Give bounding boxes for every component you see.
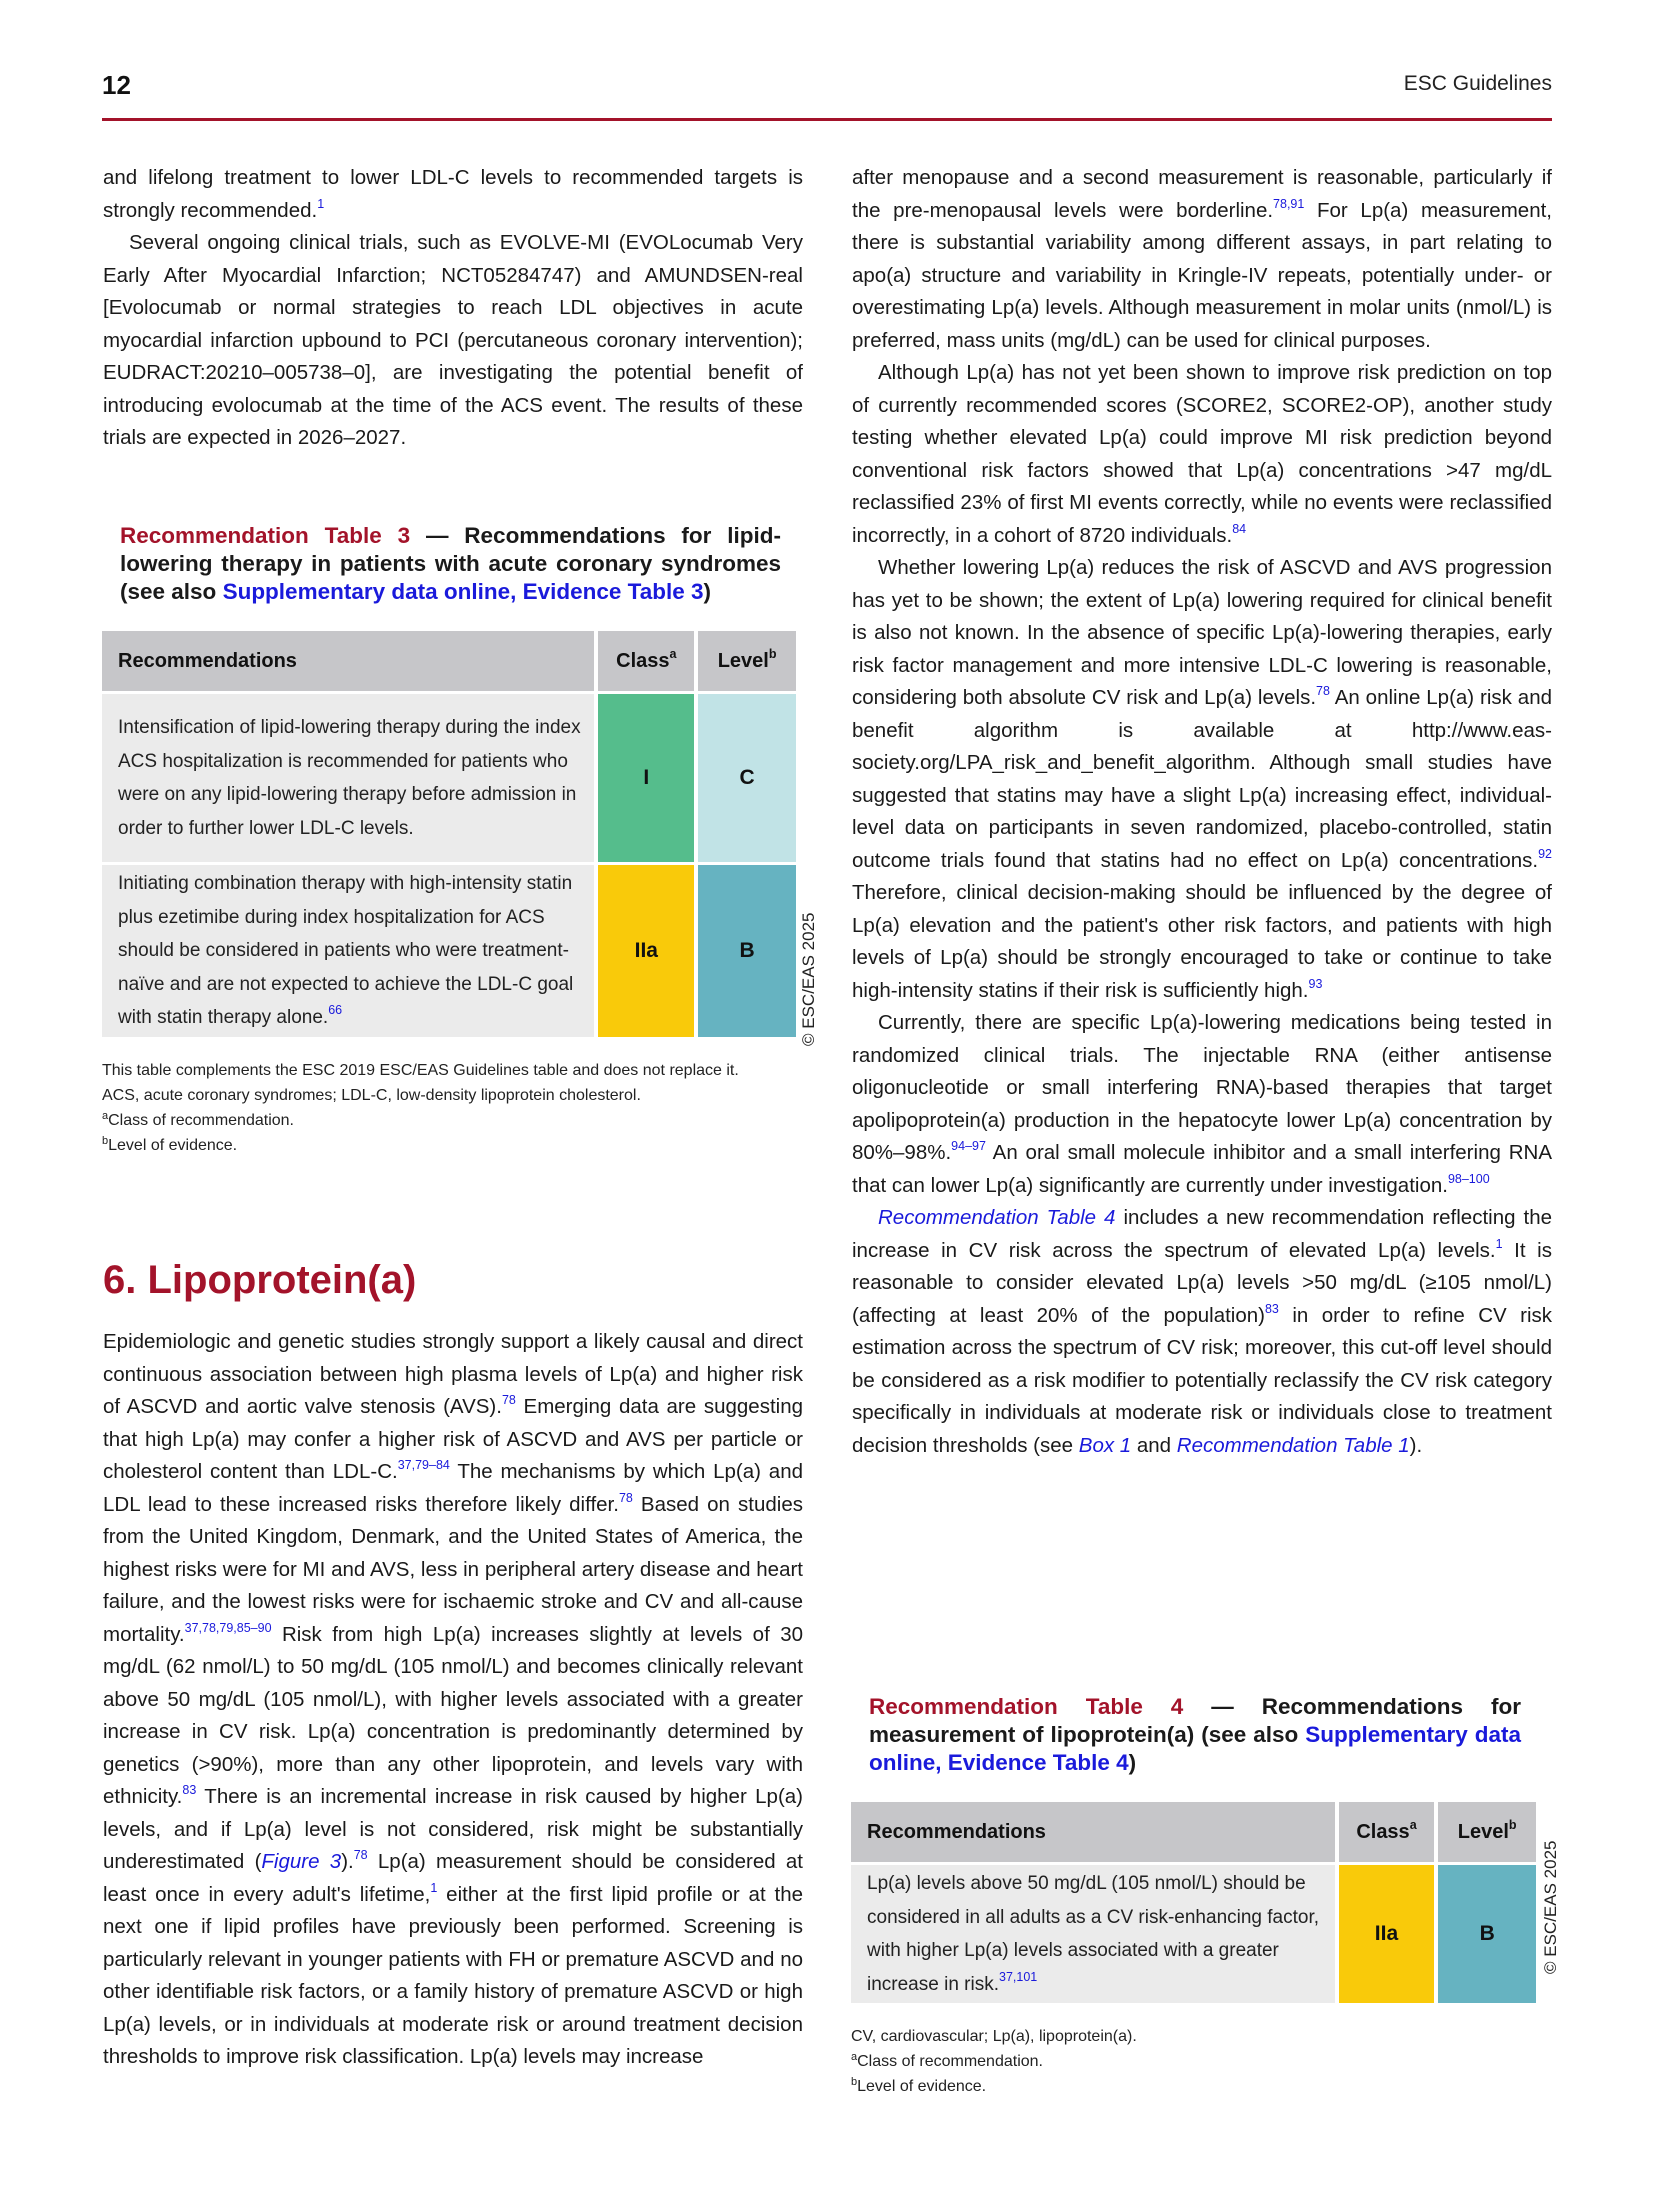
supplementary-link[interactable]: Supplementary data online, Evidence Table 4 [869, 1722, 1521, 1775]
recommendation-table [847, 1799, 1540, 2006]
recommendation-table-4 [851, 1693, 1536, 2099]
section-6-body [103, 1326, 803, 2074]
box-1-link[interactable]: Box 1 [1078, 1433, 1132, 1457]
column-header-class: Class$^a$ [1339, 1802, 1435, 1862]
copyright-label: © ESC/EAS 2025 [1541, 1840, 1560, 1974]
level-badge: B [698, 865, 796, 1037]
citation-link[interactable]: 37,78,79,85–90 [184, 1620, 272, 1635]
class-badge: IIa [598, 865, 694, 1037]
citation-link[interactable]: 98–100 [1447, 1171, 1490, 1186]
table-footnotes: This table complements the ESC 2019 ESC/EAS Guidelines table and does not replace it. ACS, acute coronary syndromes; LDL-C, low-density lipoprotein cholesterol. $^a$Class of recommendation. $^b$Level of evidence. [102, 1061, 739, 1154]
citation-link[interactable]: 1 [1495, 1236, 1503, 1251]
citation-link[interactable]: 37,79–84 [397, 1458, 450, 1472]
paragraph: Whether lowering Lp(a) reduces the risk of ASCVD and AVS progression has yet to be shown; the extent of Lp(a) lowering required for clinical benefit is also not known. In the absence of specific Lp(a)-lowering therapies, early risk factor management and more intensive LDL-C lowering is reasonable, considering both absolute CV risk and Lp(a) levels.$^{78}$ An online Lp(a) risk and benefit algorithm is available at http://www.eas-society.org/LPA_risk_and_benefit_algorithm. Although small studies have suggested that statins may have a slight Lp(a) increasing effect, individual-level data on participants in seven randomized, placebo-controlled, statin outcome trials found that statins had no effect on Lp(a) concentrations.$^{92}$ Therefore, clinical decision-making should be influenced by the degree of Lp(a) elevation and the patient's other risk factors, and patients with high levels of Lp(a) should be strongly encouraged to take or continue to take high-intensity statins if their risk is sufficiently high.$^{93}$ [852, 556, 1552, 1002]
citation-link[interactable]: 93 [1308, 976, 1323, 991]
recommendation-table-3 [102, 522, 796, 1158]
citation-link[interactable]: 84 [1232, 521, 1247, 536]
table-label: Recommendation Table 4 [869, 1694, 1184, 1719]
left-column [103, 162, 803, 455]
supplementary-link[interactable]: Supplementary data online, Evidence Table 3 [222, 579, 704, 604]
citation-link[interactable]: 78,91 [1273, 196, 1305, 211]
recommendation-text: Lp(a) levels above 50 mg/dL (105 nmol/L) should be considered in all adults as a CV risk-enhancing factor, with higher Lp(a) levels associated with a greater increase in risk.$^{37,101}$ [851, 1865, 1335, 2003]
page-number: 12 [102, 70, 131, 100]
column-header-recommendations: Recommendations [851, 1802, 1335, 1862]
paragraph: Recommendation Table 4 includes a new recommendation reflecting the increase in CV risk across the spectrum of elevated Lp(a) levels.$^1$ It is reasonable to consider elevated Lp(a) levels >50 mg/dL (≥105 nmol/L) (affecting at least 20% of the population)$^{83}$ in order to refine CV risk estimation across the spectrum of CV risk; moreover, this cut-off level should be considered as a risk modifier to potentially reclassify the CV risk category specifically in individuals at moderate risk or individuals close to treatment decision thresholds (see Box 1 and Recommendation Table 1). [852, 1206, 1552, 1457]
table-row [851, 1865, 1536, 2003]
paragraph: Epidemiologic and genetic studies strongly support a likely causal and direct continuous association between high plasma levels of Lp(a) and higher risk of ASCVD and aortic valve stenosis (AVS).$^{78}$ Emerging data are suggesting that high Lp(a) may confer a higher risk of ASCVD and AVS per particle or cholesterol content than LDL-C.$^{37,79-84}$ The mechanisms by which Lp(a) and LDL lead to these increased risks therefore likely differ.$^{78}$ Based on studies from the United Kingdom, Denmark, and the United States of America, the highest risks were for MI and AVS, less in peripheral artery disease and heart failure, and the lowest risks were for ischaemic stroke and CV and all-cause mortality.$^{37,78,79,85-90}$ Risk from high Lp(a) increases slightly at levels of 30 mg/dL (62 nmol/L) to 50 mg/dL (105 nmol/L) and becomes clinically relevant above 50 mg/dL (105 nmol/L), with higher levels associated with a greater increase in CV risk. Lp(a) concentration is predominantly determined by genetics (>90%), more than any other lipoprotein, and levels vary with ethnicity.$^{83}$ There is an incremental increase in risk caused by higher Lp(a) levels, and if Lp(a) level is not considered, risk might be substantially underestimated (Figure 3).$^{78}$ Lp(a) measurement should be considered at least once in every adult's lifetime,$^1$ either at the first lipid profile or at the next one if lipid profiles have previously been performed. Screening is particularly relevant in younger patients with FH or premature ASCVD and no other identifiable risk factors, or a family history of premature ASCVD or high Lp(a) levels, or in individuals at moderate risk or around treatment decision thresholds to improve risk classification. Lp(a) levels may increase [103, 1330, 803, 2068]
citation-link[interactable]: 1 [317, 196, 325, 211]
citation-link[interactable]: 83 [1264, 1301, 1279, 1316]
column-header-class: Class$^a$ [598, 631, 694, 691]
citation-link[interactable]: 78 [1316, 684, 1330, 698]
running-head: ESC Guidelines [1403, 72, 1552, 95]
table-header-row [102, 631, 796, 691]
section-heading: 6. Lipoprotein(a) [103, 1258, 417, 1302]
paragraph: after menopause and a second measurement is reasonable, particularly if the pre-menopausal levels were borderline.$^{78,91}$ For Lp(a) measurement, there is substantial variability among different assays, in part relating to apo(a) structure and variability in Kringle-IV repeats, potentially under- or overestimating Lp(a) levels. Although measurement in molar units (nmol/L) is preferred, mass units (mg/dL) can be used for clinical purposes. [852, 166, 1552, 352]
recommendation-text: Intensification of lipid-lowering therapy during the index ACS hospitalization is recommended for patients who were on any lipid-lowering therapy before admission in order to further lower LDL-C levels. [102, 694, 594, 862]
column-header-recommendations: Recommendations [102, 631, 594, 691]
recommendation-table-1-link[interactable]: Recommendation Table 1 [1176, 1433, 1410, 1457]
citation-link[interactable]: 1 [430, 1880, 438, 1895]
class-badge: I [598, 694, 694, 862]
table-footnotes: CV, cardiovascular; Lp(a), lipoprotein(a). $^a$Class of recommendation. $^b$Level of evidence. [851, 2028, 1137, 2095]
citation-link[interactable]: 78 [353, 1848, 368, 1862]
paragraph: and lifelong treatment to lower LDL-C levels to recommended targets is strongly recommended.$^1$ [103, 166, 803, 222]
citation-link[interactable]: 78 [501, 1393, 516, 1407]
citation-link[interactable]: 66 [328, 1003, 343, 1017]
table-label: Recommendation Table 3 [120, 523, 411, 548]
citation-link[interactable]: 78 [618, 1490, 633, 1505]
recommendation-table-4-link[interactable]: Recommendation Table 4 [878, 1206, 1116, 1229]
citation-link[interactable]: 83 [182, 1783, 197, 1797]
header-rule [102, 118, 1552, 121]
table-title: Recommendation Table 4 — Recommendations for measurement of lipoprotein(a) (see also Supplementary data online, Evidence Table 4) [869, 1694, 1522, 1775]
recommendation-text: Initiating combination therapy with high-intensity statin plus ezetimibe during index hospitalization for ACS should be considered in patients who were treatment-naïve and are not expected to achieve the LDL-C goal with statin therapy alone.$^{66}$ [102, 865, 594, 1037]
column-header-level: Level$^b$ [1438, 1802, 1536, 1862]
class-badge: IIa [1339, 1865, 1435, 2003]
recommendation-table [98, 628, 800, 1040]
paragraph: Currently, there are specific Lp(a)-lowering medications being tested in randomized clinical trials. The injectable RNA (either antisense oligonucleotide or small interfering RNA)-based therapies that target apolipoprotein(a) production in the hepatocyte lower Lp(a) concentration by 80%–98%.$^{94-97}$ An oral small molecule inhibitor and a small interfering RNA that can lower Lp(a) significantly are currently under investigation.$^{98-100}$ [852, 1011, 1552, 1197]
citation-link[interactable]: 92 [1538, 846, 1552, 861]
level-badge: B [1438, 1865, 1536, 2003]
figure-3-link[interactable]: Figure 3 [261, 1850, 342, 1873]
right-column [852, 162, 1552, 1462]
table-title: Recommendation Table 3 — Recommendations for lipid-lowering therapy in patients with acute coronary syndromes (see also Supplementary data online, Evidence Table 3) [120, 523, 782, 604]
citation-link[interactable]: 37,101 [999, 1969, 1038, 1984]
column-header-level: Level$^b$ [698, 631, 796, 691]
citation-link[interactable]: 94–97 [951, 1139, 986, 1153]
table-row [102, 694, 796, 862]
paragraph: Several ongoing clinical trials, such as EVOLVE-MI (EVOLocumab Very Early After Myocardial Infarction; NCT05284747) and AMUNDSEN-real [Evolocumab or normal strategies to reach LDL objectives in acute myocardial infarction upbound to PCI (percutaneous coronary intervention); EUDRACT:20210–005738–0], are investigating the potential benefit of introducing evolocumab at the time of the ACS event. The results of these trials are expected in 2026–2027. [103, 231, 803, 449]
table-row [102, 865, 796, 1037]
copyright-label: © ESC/EAS 2025 [799, 912, 818, 1046]
table-header-row [851, 1802, 1536, 1862]
paragraph: Although Lp(a) has not yet been shown to improve risk prediction on top of currently recommended scores (SCORE2, SCORE2-OP), another study testing whether elevated Lp(a) could improve MI risk prediction beyond conventional risk factors showed that Lp(a) concentrations >47 mg/dL reclassified 23% of first MI events correctly, while no events were reclassified incorrectly, in a cohort of 8720 individuals.$^{84}$ [852, 361, 1552, 547]
level-badge: C [698, 694, 796, 862]
